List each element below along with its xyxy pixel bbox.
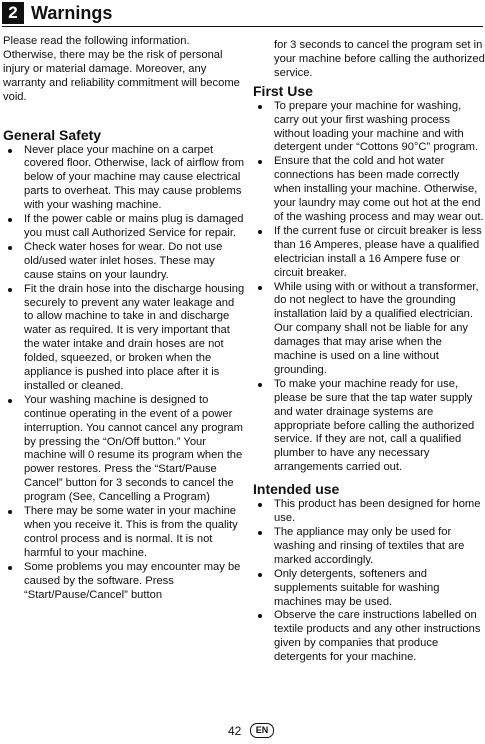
- section-number: 2: [2, 2, 24, 24]
- list-item: This product has been designed for home use.: [253, 498, 485, 526]
- list-item: While using with or without a transformer, do not neglect to have the grounding installation laid by a qualified electrician. Our company shall not be liable for any damages that may arise when the machine is used on a line without grounding.: [253, 281, 485, 378]
- intended-use-heading: Intended use: [253, 481, 340, 498]
- list-item: Only detergents, softeners and supplements suitable for washing machines may be used.: [253, 568, 485, 610]
- first-use-heading: First Use: [253, 82, 313, 99]
- general-safety-list: [3, 144, 245, 603]
- list-item: Check water hoses for wear. Do not use old/used water inlet hoses. These may cause stains on your laundry.: [3, 241, 245, 283]
- list-item: Fit the drain hose into the discharge housing securely to prevent any water leakage and to allow machine to take in and discharge water as required. It is very important that the water intake and drain hoses are not folded, squeezed, or broken when the appliance is pushed into place after it is installed or cleaned.: [3, 283, 245, 394]
- first-use-list: [253, 100, 485, 475]
- list-item: If the power cable or mains plug is damaged you must call Authorized Service for repair.: [3, 213, 245, 241]
- page-header: [2, 2, 483, 24]
- header-rule: [2, 26, 483, 27]
- list-item: Observe the care instructions labelled on textile products and any other instructions given by companies that produce detergents for your machine.: [253, 609, 485, 665]
- general-safety-heading: General Safety: [3, 126, 102, 143]
- list-item: The appliance may only be used for washing and rinsing of textiles that are marked accordingly.: [253, 526, 485, 568]
- list-item: Never place your machine on a carpet covered floor. Otherwise, lack of airflow from below of your machine may cause electrical parts to overheat. This may cause problems with your washing machine.: [3, 144, 245, 214]
- page-number: 42: [228, 724, 242, 738]
- list-item: Some problems you may encounter may be caused by the software. Press “Start/Pause/Cancel” button: [3, 561, 245, 603]
- list-item: There may be some water in your machine when you receive it. This is from the quality control process and is normal. It is not harmful to your machine.: [3, 505, 245, 561]
- left-column: [3, 35, 245, 602]
- list-item: Your washing machine is designed to continue operating in the event of a power interruption. You cannot cancel any program by pressing the “On/Off button.” Your machine will 0 resume its program when the power restores. Press the “Start/Pause Cancel” button for 3 seconds to cancel the program (See, Cancelling a Program): [3, 394, 245, 505]
- intended-use-list: [253, 498, 485, 665]
- language-badge: EN: [250, 723, 274, 738]
- list-item: Ensure that the cold and hot water connections has been made correctly when installing your machine. Otherwise, your laundry may come out hot at the end of the washing process and may wear out.: [253, 155, 485, 225]
- list-item: To make your machine ready for use, please be sure that the tap water supply and water drainage systems are appropriate before calling the authorized service. If they are not, call a qualified plumber to have any necessary arrangements carried out.: [253, 378, 485, 475]
- right-column: [253, 39, 485, 665]
- intro-paragraph: Please read the following information. Otherwise, there may be the risk of personal injury or material damage. Moreover, any warranty and reliability commitment will become void.: [3, 35, 240, 103]
- page-footer: [0, 722, 485, 742]
- list-item: If the current fuse or circuit breaker is less than 16 Amperes, please have a qualified electrician install a 16 Ampere fuse or circuit breaker.: [253, 225, 485, 281]
- page-title: Warnings: [31, 3, 113, 23]
- continued-text: for 3 seconds to cancel the program set in your machine before calling the authorized service.: [274, 39, 485, 79]
- list-item: To prepare your machine for washing, carry out your first washing process without loading your machine and with detergent under “Cottons 90°C” program.: [253, 100, 485, 156]
